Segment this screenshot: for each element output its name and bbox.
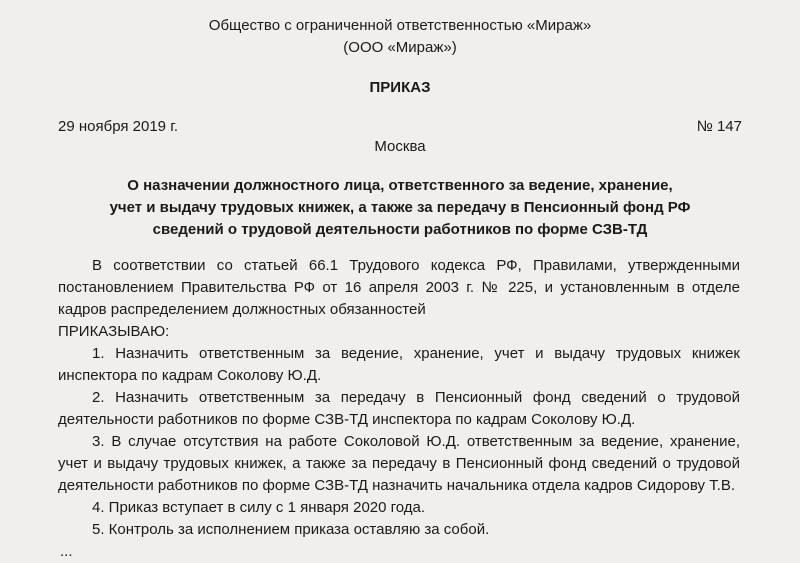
subject-line-3: сведений о трудовой деятельности работников по форме СЗВ-ТД [152,221,648,238]
date-number-row [58,116,742,138]
order-date: 29 ноября 2019 г. [58,118,178,135]
organization-header [0,15,800,59]
continuation-ellipsis: ... [60,543,73,560]
order-item: 3. В случае отсутствия на работе Соколовой Ю.Д. ответственным за ведение, хранение, учет и выдачу трудовых книжек, а также за передачу в Пенсионный фонд сведений о трудовой деятельности работников по форме СЗВ-ТД назначить начальника отдела кадров Сидорову Т.В. [58,433,740,494]
order-item: 1. Назначить ответственным за ведение, хранение, учет и выдачу трудовых книжек инспектора по кадрам Соколову Ю.Д. [58,345,740,384]
subject-line-2: учет и выдачу трудовых книжек, а также за передачу в Пенсионный фонд РФ [109,199,691,216]
order-item: 5. Контроль за исполнением приказа оставляю за собой. [92,521,490,538]
subject-line-1: О назначении должностного лица, ответственного за ведение, хранение, [127,177,673,194]
preamble-paragraph: В соответствии со статьей 66.1 Трудового кодекса РФ, Правилами, утвержденными постановлением Правительства РФ от 16 апреля 2003 г. № 225, и установленным в отделе кадров распределением должностных обязанностей [58,257,740,318]
order-body [58,255,740,563]
order-number: № 147 [696,118,742,135]
order-item: 4. Приказ вступает в силу с 1 января 2020 года. [92,499,426,516]
order-city: Москва [374,138,426,155]
decree-word: ПРИКАЗЫВАЮ: [58,323,170,340]
organization-short-name: (ООО «Мираж») [343,39,457,56]
document-title: ПРИКАЗ [369,79,431,96]
order-subject [0,175,800,241]
order-items-list [58,343,740,541]
order-item: 2. Назначить ответственным за передачу в Пенсионный фонд сведений о трудовой деятельности работников по форме СЗВ-ТД инспектора по кадрам Соколову Ю.Д. [58,389,740,428]
organization-name: Общество с ограниченной ответственностью «Мираж» [208,17,592,34]
